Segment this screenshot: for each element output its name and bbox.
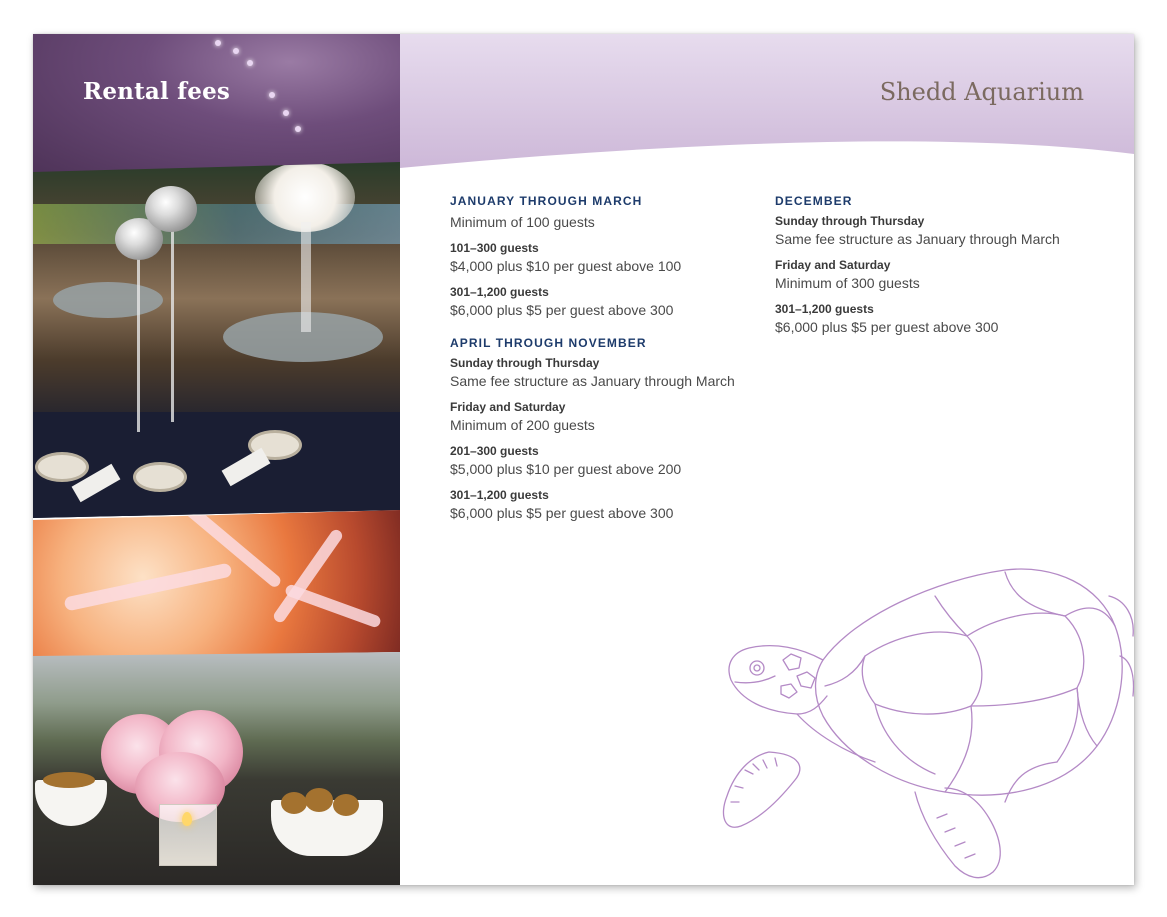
tier-label: 201–300 guests — [450, 444, 539, 458]
section-heading: DECEMBER — [775, 194, 853, 208]
tier-label: 101–300 guests — [450, 241, 539, 255]
fee-column-left — [450, 194, 770, 531]
tier-fee: $6,000 plus $5 per guest above 300 — [450, 505, 674, 521]
tier-label: 301–1,200 guests — [450, 285, 549, 299]
sea-turtle-illustration — [705, 556, 1134, 885]
tier-fee: $6,000 plus $5 per guest above 300 — [450, 302, 674, 318]
photo-banquet-hall — [33, 162, 400, 522]
tier-fee: Minimum of 200 guests — [450, 417, 595, 433]
tier-label: Sunday through Thursday — [450, 356, 600, 370]
section-title: Rental fees — [83, 78, 231, 105]
tier-label: Friday and Saturday — [775, 258, 891, 272]
tier-label: 301–1,200 guests — [775, 302, 874, 316]
section-heading: JANUARY THROUGH MARCH — [450, 194, 643, 208]
fee-intro: Minimum of 100 guests — [450, 214, 595, 230]
fee-section-jan-mar — [450, 194, 770, 320]
tier-fee: $4,000 plus $10 per guest above 100 — [450, 258, 682, 274]
tier-fee: $5,000 plus $10 per guest above 200 — [450, 461, 682, 477]
tier-fee: Same fee structure as January through March — [775, 231, 1060, 247]
tier-fee: Minimum of 300 guests — [775, 275, 920, 291]
tier-fee: Same fee structure as January through March — [450, 373, 735, 389]
tier-fee: $6,000 plus $5 per guest above 300 — [775, 319, 999, 335]
photo-peony-table — [33, 652, 400, 885]
tier-label: 301–1,200 guests — [450, 488, 549, 502]
fee-section-december — [775, 194, 1095, 337]
section-heading: APRIL THROUGH NOVEMBER — [450, 336, 647, 350]
fee-section-apr-nov — [450, 336, 770, 523]
photo-column — [33, 34, 400, 885]
fee-column-right — [775, 194, 1095, 345]
brochure-page — [33, 34, 1134, 885]
tier-label: Sunday through Thursday — [775, 214, 925, 228]
brand-name: Shedd Aquarium — [879, 78, 1084, 106]
photo-sea-anemone — [33, 510, 400, 660]
tier-label: Friday and Saturday — [450, 400, 566, 414]
